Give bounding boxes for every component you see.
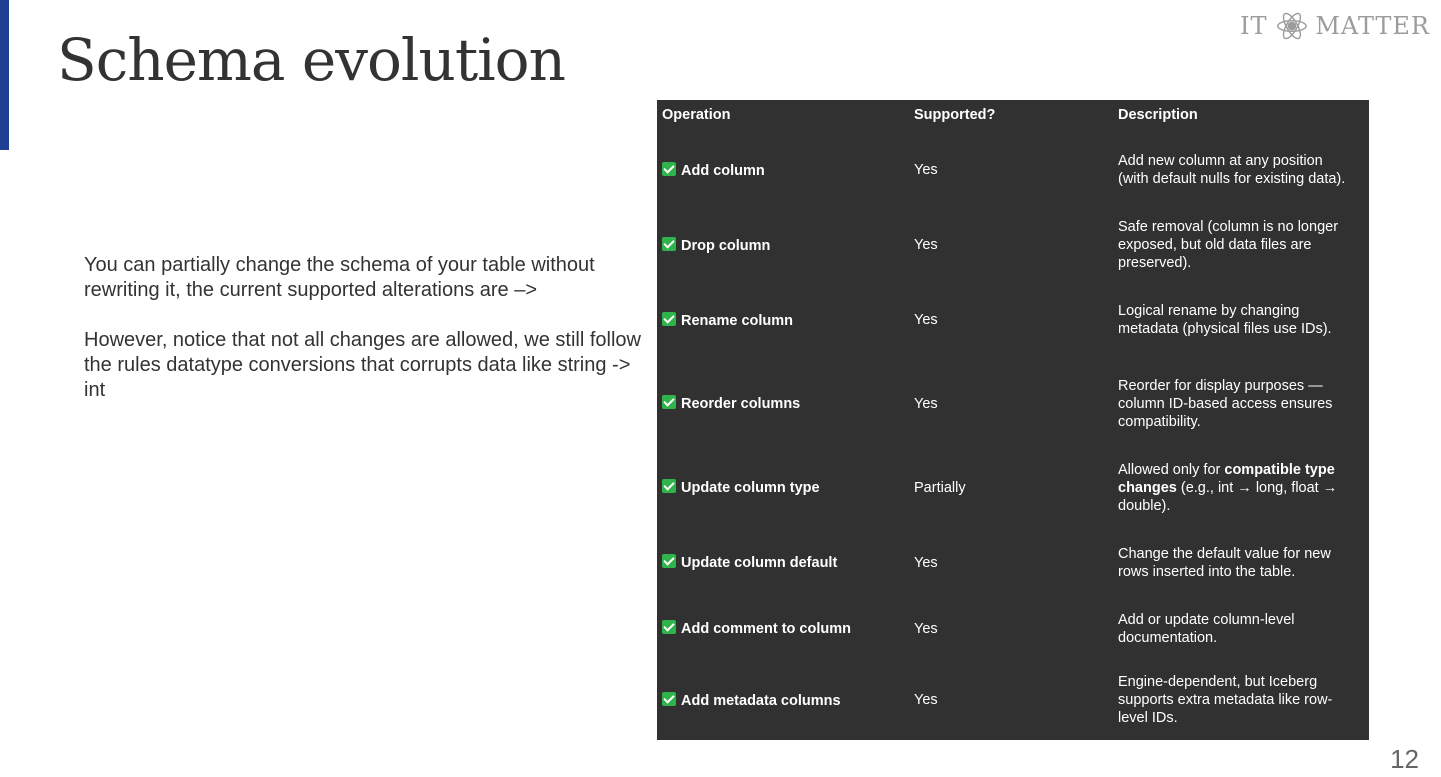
brand-logo xyxy=(1240,6,1430,46)
operation-description: Change the default value for new rows inserted into the table. xyxy=(1118,545,1331,580)
header-description: Description xyxy=(1118,107,1198,123)
supported-value: Yes xyxy=(914,162,938,178)
paragraph-caveat: However, notice that not all changes are allowed, we still follow the rules datatype conversions that corrupts data like string -> int xyxy=(84,329,641,401)
brand-text-right: MATTER xyxy=(1315,12,1430,40)
supported-value: Yes xyxy=(914,620,938,637)
checkmark-icon xyxy=(662,312,676,326)
table-row xyxy=(657,130,1369,210)
checkmark-icon xyxy=(662,395,676,409)
operation-name: Add comment to column xyxy=(681,621,851,637)
header-supported: Supported? xyxy=(914,107,996,123)
table-row xyxy=(657,660,1369,740)
brand-text-left: IT xyxy=(1240,12,1268,40)
table-row xyxy=(657,360,1369,447)
supported-value: Yes xyxy=(914,692,938,708)
paragraph-intro: You can partially change the schema of your table without rewriting it, the current supported alterations are –> xyxy=(84,254,595,301)
operation-description: Engine-dependent, but Iceberg supports extra metadata like row-level IDs. xyxy=(1118,674,1333,726)
supported-value: Partially xyxy=(914,479,966,496)
operation-description: Logical rename by changing metadata (physical files use IDs). xyxy=(1118,303,1332,337)
operation-name: Add column xyxy=(681,162,765,179)
operation-name: Update column type xyxy=(681,480,820,496)
header-operation: Operation xyxy=(662,107,731,123)
table-row xyxy=(657,528,1369,597)
operation-description: Reorder for display purposes — column ID-based access ensures compatibility. xyxy=(1118,377,1333,430)
table-header-row xyxy=(657,100,1369,130)
checkmark-icon xyxy=(662,554,676,568)
body-text xyxy=(84,253,644,428)
operation-name: Drop column xyxy=(681,237,771,254)
slide-title: Schema evolution xyxy=(57,26,565,94)
checkmark-icon xyxy=(662,237,676,251)
operation-name: Update column default xyxy=(681,555,838,571)
supported-value: Yes xyxy=(914,237,938,253)
operation-name: Rename column xyxy=(681,312,793,329)
schema-operations-table xyxy=(657,100,1369,740)
supported-value: Yes xyxy=(914,312,938,328)
operation-name: Add metadata columns xyxy=(681,692,841,709)
operation-description: Allowed only for compatible type changes (e.g., int → long, float → double). xyxy=(1118,461,1338,514)
checkmark-icon xyxy=(662,162,676,176)
operation-description: Add new column at any position (with default nulls for existing data). xyxy=(1118,153,1346,187)
accent-bar xyxy=(0,0,9,150)
atom-icon xyxy=(1276,8,1308,44)
table-row xyxy=(657,597,1369,660)
checkmark-icon xyxy=(662,620,676,634)
checkmark-icon xyxy=(662,692,676,706)
table-row xyxy=(657,280,1369,360)
description-emphasis: compatible type changes xyxy=(1118,461,1335,496)
supported-value: Yes xyxy=(914,395,938,412)
checkmark-icon xyxy=(662,479,676,493)
table-row xyxy=(657,210,1369,280)
operation-name: Reorder columns xyxy=(681,396,801,412)
operation-description: Add or update column-level documentation. xyxy=(1118,611,1295,646)
operation-description: Safe removal (column is no longer exposed, but old data files are preserved). xyxy=(1118,219,1339,271)
table-row xyxy=(657,447,1369,528)
supported-value: Yes xyxy=(914,554,938,571)
page-number: 12 xyxy=(1390,744,1419,774)
